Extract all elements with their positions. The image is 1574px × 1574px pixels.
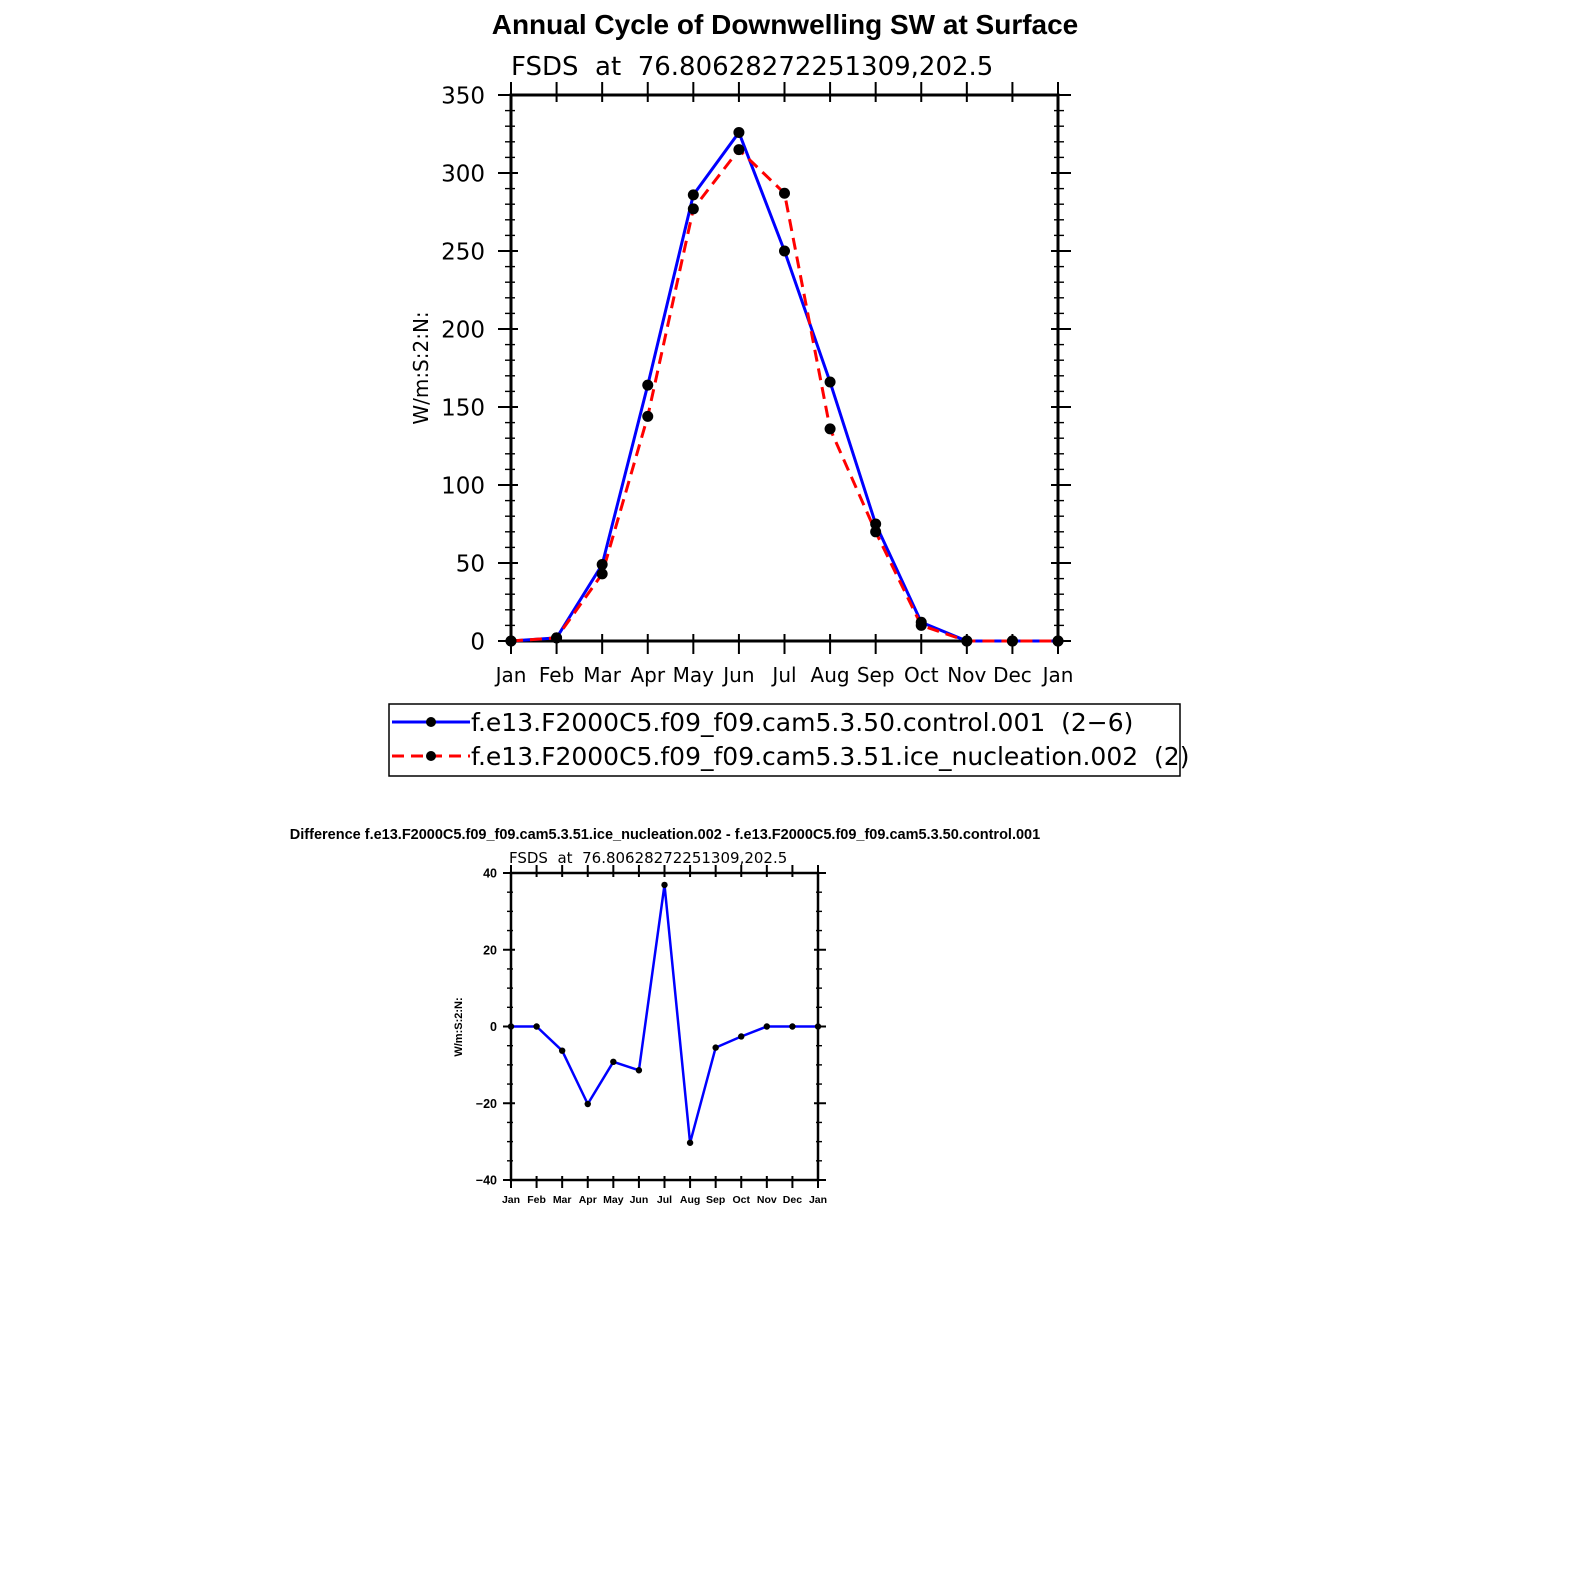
x-tick-label: Apr	[578, 1194, 597, 1206]
y-tick-label: 300	[441, 161, 485, 188]
legend-marker-control	[426, 717, 436, 727]
x-tick-label: Mar	[552, 1194, 572, 1206]
diff-chart-title: Difference f.e13.F2000C5.f09_f09.cam5.3.51.ice_nucleation.002 - f.e13.F2000C5.f09_f09.cam5.3.50.control.001	[289, 827, 1041, 843]
series-1-point	[733, 144, 744, 155]
series-line-0	[511, 885, 818, 1143]
series-0-point	[597, 559, 608, 570]
y-tick-label: 40	[483, 866, 497, 881]
series-1-point	[916, 620, 927, 631]
y-tick-label: 100	[441, 473, 485, 500]
y-tick-label: 0	[490, 1020, 497, 1034]
series-1-point	[1007, 636, 1018, 647]
series-0-point	[610, 1059, 616, 1065]
series-0-point	[733, 127, 744, 138]
legend-marker-ice-nucleation	[426, 751, 436, 761]
x-tick-label: Sep	[856, 663, 895, 687]
series-0-point	[533, 1023, 539, 1029]
series-0-point	[687, 1140, 693, 1146]
series-1-point	[779, 188, 790, 199]
series-0-point	[585, 1101, 591, 1107]
series-1-point	[642, 411, 653, 422]
legend-label-ice-nucleation: f.e13.F2000C5.f09_f09.cam5.3.51.ice_nucleation.002 (2)	[471, 742, 1190, 771]
y-tick-label: −20	[475, 1096, 497, 1111]
x-tick-label: Aug	[679, 1194, 701, 1206]
x-tick-label: Apr	[630, 663, 666, 687]
series-0-point	[815, 1023, 821, 1029]
x-tick-label: Jun	[723, 663, 755, 687]
main-chart-subtitle: FSDS at 76.80628272251309,202.5	[511, 52, 994, 82]
x-tick-label: Nov	[756, 1194, 777, 1206]
series-0-point	[688, 189, 699, 200]
y-tick-label: 150	[441, 395, 485, 422]
series-0-point	[738, 1033, 744, 1039]
x-tick-label: Jan	[501, 1194, 521, 1206]
main-chart-title: Annual Cycle of Downwelling SW at Surface	[491, 9, 1079, 40]
diff-chart-ylabel: W/m:S:2:N:	[453, 997, 465, 1057]
x-tick-label: Jan	[1042, 663, 1074, 687]
diff-chart-subtitle: FSDS at 76.80628272251309,202.5	[509, 849, 788, 867]
x-tick-label: Feb	[527, 1194, 546, 1206]
x-tick-label: Oct	[732, 1194, 751, 1206]
series-1-point	[961, 636, 972, 647]
series-0-point	[642, 380, 653, 391]
x-tick-label: Mar	[583, 663, 622, 687]
series-0-point	[789, 1023, 795, 1029]
legend-label-control: f.e13.F2000C5.f09_f09.cam5.3.50.control.001 (2−6)	[471, 708, 1134, 737]
x-tick-label: May	[603, 1194, 624, 1206]
main-chart-plot-frame	[511, 95, 1058, 641]
x-tick-label: Oct	[903, 663, 939, 687]
series-1-point	[551, 632, 562, 643]
x-tick-label: Nov	[947, 663, 987, 687]
series-0-point	[661, 882, 667, 888]
y-tick-label: 200	[441, 317, 485, 344]
y-tick-label: 20	[483, 943, 497, 958]
diff-chart	[290, 827, 1040, 1206]
y-tick-label: 0	[470, 629, 485, 656]
series-0-point	[712, 1044, 718, 1050]
x-tick-label: Feb	[538, 663, 575, 687]
x-tick-label: Jan	[495, 663, 527, 687]
series-0-point	[559, 1047, 565, 1053]
x-tick-label: Aug	[810, 663, 850, 687]
y-tick-label: 350	[441, 83, 485, 110]
series-0-point	[764, 1023, 770, 1029]
series-1-point	[597, 568, 608, 579]
x-tick-label: Jun	[629, 1194, 649, 1206]
main-chart	[409, 9, 1078, 687]
x-tick-label: Jan	[808, 1194, 828, 1206]
x-tick-label: Sep	[706, 1194, 726, 1206]
y-tick-label: −40	[475, 1173, 497, 1188]
series-0-point	[779, 246, 790, 257]
legend	[389, 704, 1189, 776]
y-tick-label: 250	[441, 239, 485, 266]
series-1-point	[825, 423, 836, 434]
series-0-point	[825, 377, 836, 388]
series-0-point	[508, 1023, 514, 1029]
y-tick-label: 50	[455, 551, 485, 578]
x-tick-label: Jul	[772, 663, 797, 687]
series-1-point	[870, 526, 881, 537]
x-tick-label: Jul	[656, 1194, 673, 1206]
x-tick-label: Dec	[993, 663, 1032, 687]
series-1-point	[1053, 636, 1064, 647]
series-1-point	[688, 203, 699, 214]
main-chart-ylabel: W/m:S:2:N:	[409, 311, 433, 425]
x-tick-label: May	[672, 663, 715, 687]
series-line-0	[511, 132, 1058, 641]
x-tick-label: Dec	[782, 1194, 803, 1206]
series-1-point	[506, 636, 517, 647]
series-0-point	[636, 1067, 642, 1073]
series-line-1	[511, 150, 1058, 641]
